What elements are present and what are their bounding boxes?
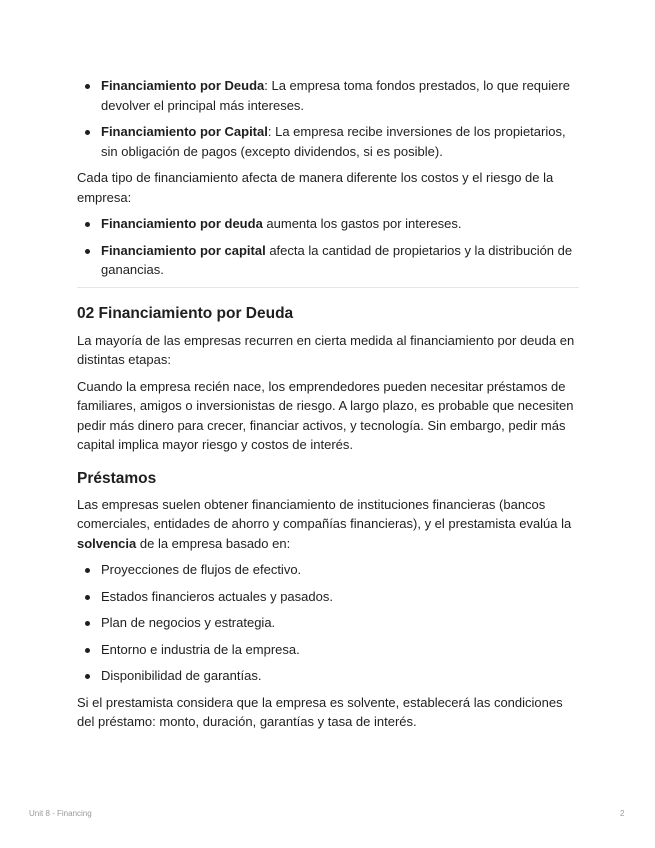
- list-item: Disponibilidad de garantías.: [77, 666, 579, 686]
- paragraph: Si el prestamista considera que la empresa es solvente, establecerá las condiciones del préstamo: monto, duración, garantías y tasa de interés.: [77, 694, 563, 729]
- list-item: Proyecciones de flujos de efectivo.: [77, 560, 579, 580]
- list-item: [77, 76, 579, 115]
- evaluation-criteria-list: [77, 560, 579, 686]
- financing-types-list: [77, 76, 579, 161]
- list-item-term: Financiamiento por capital: [101, 242, 266, 258]
- paragraph: Cuando la empresa recién nace, los emprendedores pueden necesitar préstamos de familiares, amigos o inversionistas de riesgo. A largo plazo, es probable que necesiten pedir más dinero para crecer, financiar activos, y tecnología. Sin embargo, pedir más capital implica mayor riesgo y costos de interés.: [77, 378, 574, 452]
- list-item-text: aumenta los gastos por intereses.: [262, 216, 462, 231]
- list-item: [77, 214, 579, 234]
- paragraph: [77, 495, 579, 554]
- list-item: [77, 241, 579, 280]
- footer-unit-title: Unit 8 - Financing: [29, 809, 92, 818]
- list-item: [77, 122, 579, 161]
- paragraph: La mayoría de las empresas recurren en cierta medida al financiamiento por deuda en distintas etapas:: [77, 332, 575, 367]
- solvencia-term: solvencia: [77, 535, 137, 551]
- paragraph: Cada tipo de financiamiento afecta de manera diferente los costos y el riesgo de la empresa:: [77, 170, 554, 205]
- list-item-term: Financiamiento por Deuda: [101, 78, 265, 93]
- paragraph-text: Las empresas suelen obtener financiamiento de instituciones financieras (bancos comerciales, entidades de ahorro y compañías financieras), y el prestamista evalúa la: [77, 496, 572, 531]
- list-item: Estados financieros actuales y pasados.: [77, 587, 579, 607]
- list-item-text: : La empresa recibe inversiones de los propietarios, sin obligación de pagos (excepto dividendos, si es posible).: [101, 124, 566, 159]
- list-item-text: : La empresa toma fondos prestados, lo que requiere devolver el principal más intereses.: [101, 78, 570, 113]
- paragraph-text: de la empresa basado en:: [136, 535, 291, 551]
- page-content: [77, 76, 579, 739]
- page-number: 2: [620, 809, 625, 818]
- list-item-term: Financiamiento por Capital: [101, 124, 268, 139]
- section-heading: 02 Financiamiento por Deuda: [77, 304, 294, 322]
- list-item-term: Financiamiento por deuda: [101, 216, 263, 231]
- subsection-heading: Préstamos: [77, 469, 157, 487]
- financing-effects-list: [77, 214, 579, 280]
- list-item-text: afecta la cantidad de propietarios y la distribución de ganancias.: [101, 242, 573, 277]
- section-divider: [77, 287, 579, 288]
- list-item: Entorno e industria de la empresa.: [77, 640, 579, 660]
- list-item: Plan de negocios y estrategia.: [77, 613, 579, 633]
